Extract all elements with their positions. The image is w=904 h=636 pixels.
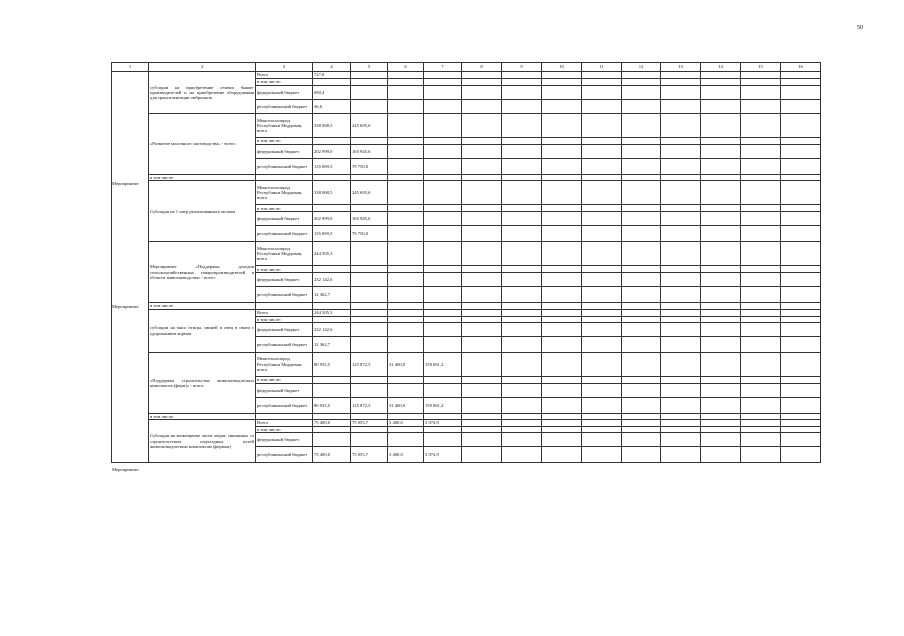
value-cell: 12 362,7 — [313, 287, 351, 303]
row-label: федеральный бюджет — [256, 322, 313, 336]
value-cell: 31 400,0 — [388, 397, 424, 413]
value-cell: 79 750,0 — [351, 159, 388, 175]
column-header: 2 — [149, 63, 256, 72]
value-cell: 159 061,2 — [424, 352, 462, 376]
section-name: Субсидии на возмещение части затрат, связанных со строительством подъездных путей животноводческим комплексам (фермам) — [149, 420, 256, 463]
value-cell: 135 069,5 — [313, 159, 351, 175]
row-label: в том числе: — [149, 303, 256, 309]
row-label: Минсельхозпрод Республики Мордовия, всего — [256, 181, 313, 205]
row-label: Минсельхозпрод Республики Мордовия, всего — [256, 352, 313, 376]
value-cell: 80 935,5 — [313, 352, 351, 376]
column-header: 12 — [622, 63, 661, 72]
value-cell: 165 945,6 — [351, 145, 388, 159]
section-name: «Развитие молочного скотоводства» - всего: — [149, 114, 256, 175]
row-label: Всего — [256, 72, 313, 79]
value-cell: 31 400,0 — [388, 352, 424, 376]
row-label: в том числе: — [256, 316, 313, 322]
value-cell: 80 935,5 — [313, 397, 351, 413]
value-cell: 3 074,9 — [424, 447, 462, 463]
value-cell: 3 400,0 — [388, 420, 424, 427]
row-label: республиканский бюджет — [256, 287, 313, 303]
value-cell: 125 872,5 — [351, 352, 388, 376]
table-row — [112, 242, 821, 266]
value-cell: 202 999,0 — [313, 145, 351, 159]
value-cell: 232 142,6 — [313, 322, 351, 336]
row-label: в том числе: — [149, 175, 256, 181]
column-header: 16 — [781, 63, 821, 72]
column-header: 15 — [741, 63, 781, 72]
value-cell: 232 142,6 — [313, 273, 351, 287]
section-name: Мероприятие «Поддержка доходов сельскохозяйственных товаропроизводителей в области животноводства» - всего: — [149, 242, 256, 303]
column-header: 1 — [112, 63, 149, 72]
row-label: Минсельхозпрод Республики Мордовия, всего — [256, 114, 313, 138]
row-label: федеральный бюджет — [256, 86, 313, 100]
value-cell: 135 069,5 — [313, 226, 351, 242]
table-row — [112, 352, 821, 376]
value-cell: 36,6 — [313, 100, 351, 114]
table-row — [112, 309, 821, 316]
page-number: 50 — [857, 25, 863, 31]
column-header: 14 — [701, 63, 741, 72]
row-label: в том числе: — [256, 427, 313, 433]
value-cell: 75 055,7 — [351, 420, 388, 427]
value-cell: 3 400,0 — [388, 447, 424, 463]
event-label: Мероприятие — [112, 467, 139, 472]
column-header: 9 — [502, 63, 542, 72]
value-cell: 690,4 — [313, 86, 351, 100]
value-cell: 75 055,7 — [351, 447, 388, 463]
value-cell: 245 695,6 — [351, 114, 388, 138]
row-label: Минсельхозпрод Республики Мордовия, всего — [256, 242, 313, 266]
row-label: Всего — [256, 309, 313, 316]
section-name: «Поддержка строительства животноводческих комплексов (ферм)» - всего: — [149, 352, 256, 413]
value-cell: 245 695,6 — [351, 181, 388, 205]
value-cell: 75 400,0 — [313, 447, 351, 463]
row-label: федеральный бюджет — [256, 383, 313, 397]
row-label: федеральный бюджет — [256, 433, 313, 447]
row-label: в том числе: — [256, 79, 313, 86]
column-header: 6 — [388, 63, 424, 72]
value-cell: 75 400,0 — [313, 420, 351, 427]
value-cell: 727,0 — [313, 72, 351, 79]
column-header: 11 — [582, 63, 622, 72]
value-cell: 338 068,5 — [313, 114, 351, 138]
row-label: в том числе: — [256, 376, 313, 383]
column-header: 3 — [256, 63, 313, 72]
row-label: федеральный бюджет — [256, 212, 313, 226]
value-cell: 125 872,5 — [351, 397, 388, 413]
column-header: 13 — [661, 63, 701, 72]
section-name: субсидии на приобретение семени быков-производителей и на приобретение оборудования для трансплантации эмбрионов — [149, 72, 256, 114]
row-label: в том числе: — [149, 413, 256, 419]
value-cell: 165 945,6 — [351, 212, 388, 226]
value-cell: 79 750,0 — [351, 226, 388, 242]
row-label: республиканский бюджет — [256, 336, 313, 352]
event-label: Мероприятие — [112, 304, 139, 309]
value-cell: 12 362,7 — [313, 336, 351, 352]
row-label: республиканский бюджет — [256, 447, 313, 463]
row-category-cell — [112, 72, 149, 463]
value-cell: 244 505,3 — [313, 242, 351, 266]
row-label: в том числе: — [256, 266, 313, 273]
row-label: республиканский бюджет — [256, 159, 313, 175]
table-row — [112, 72, 821, 79]
row-label: федеральный бюджет — [256, 273, 313, 287]
value-cell: 159 061,2 — [424, 397, 462, 413]
value-cell: 202 999,0 — [313, 212, 351, 226]
table-row — [112, 420, 821, 427]
row-label: федеральный бюджет — [256, 145, 313, 159]
table-header-row — [112, 63, 821, 72]
section-name: Субсидия на 1 литр реализованного молока — [149, 181, 256, 242]
row-label: республиканский бюджет — [256, 397, 313, 413]
value-cell: 3 074,9 — [424, 420, 462, 427]
table-row — [112, 181, 821, 205]
column-header: 5 — [351, 63, 388, 72]
value-cell: 244 505,3 — [313, 309, 351, 316]
row-label: в том числе: — [256, 138, 313, 145]
row-label: республиканский бюджет — [256, 226, 313, 242]
row-label: Всего — [256, 420, 313, 427]
column-header: 7 — [424, 63, 462, 72]
row-label: республиканский бюджет — [256, 100, 313, 114]
column-header: 4 — [313, 63, 351, 72]
table-row — [112, 114, 821, 138]
column-header: 10 — [542, 63, 582, 72]
row-label: в том числе: — [256, 205, 313, 212]
section-name: субсидии на мясо птицы, свиней и овец в связи с удорожанием кормов — [149, 309, 256, 352]
budget-table — [111, 62, 821, 463]
value-cell: 338 068,5 — [313, 181, 351, 205]
column-header: 8 — [462, 63, 502, 72]
event-label: Мероприятие — [112, 181, 139, 186]
